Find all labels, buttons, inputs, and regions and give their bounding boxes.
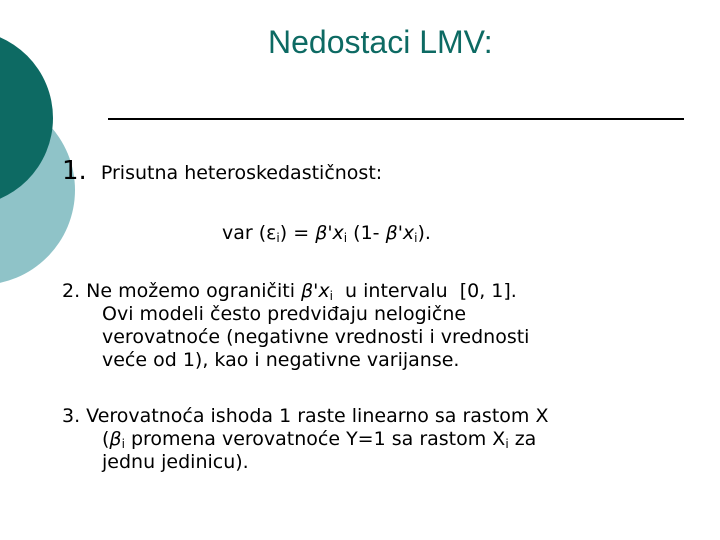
- variance-formula: [222, 222, 431, 249]
- item-3-middle: promena verovatnoće Y=1 sa rastom X: [124, 428, 506, 450]
- item-3-line-1: 3. Verovatnoća ishoda 1 raste linearno sa rastom X: [62, 405, 549, 427]
- slide-title: Nedostaci LMV:: [268, 24, 493, 60]
- item-1-text: Prisutna heteroskedastičnost:: [100, 162, 383, 184]
- item-3-line-3: jednu jedinicu).: [102, 451, 249, 473]
- formula-mid: (1-: [347, 222, 386, 244]
- item-3-tail: za: [508, 428, 537, 450]
- formula-lhs-sub: i: [276, 231, 280, 245]
- formula-beta-1: β'x: [315, 222, 344, 244]
- formula-beta-1-sub: i: [343, 231, 348, 245]
- item-2-beta: β'x: [301, 280, 330, 302]
- item-3-x-sub: i: [505, 437, 509, 451]
- item-2-line-3: verovatnoće (negativne vrednosti i vrednosti: [102, 326, 530, 348]
- decorative-circles: [0, 0, 110, 300]
- formula-beta-2: β'x: [385, 222, 415, 244]
- item-2-beta-sub: i: [329, 289, 333, 303]
- item-1-number: 1.: [62, 156, 87, 186]
- formula-lhs-start: var (ε: [222, 222, 277, 244]
- item-2-end: u intervalu [0, 1].: [332, 280, 517, 302]
- item-2-start: 2. Ne možemo ograničiti: [62, 280, 302, 302]
- item-1-heading: [62, 156, 383, 186]
- title-divider: [108, 118, 684, 120]
- formula-end: ).: [417, 222, 431, 244]
- item-3-beta: β: [109, 428, 122, 450]
- item-3-beta-sub: i: [121, 437, 125, 451]
- item-2-line-4: veće od 1), kao i negativne varijanse.: [102, 349, 460, 371]
- item-3-paren: (: [102, 428, 110, 450]
- formula-beta-2-sub: i: [414, 231, 418, 245]
- formula-lhs-end: ) =: [279, 222, 316, 244]
- item-2-line-2: Ovi modeli često predviđaju nelogične: [102, 303, 467, 325]
